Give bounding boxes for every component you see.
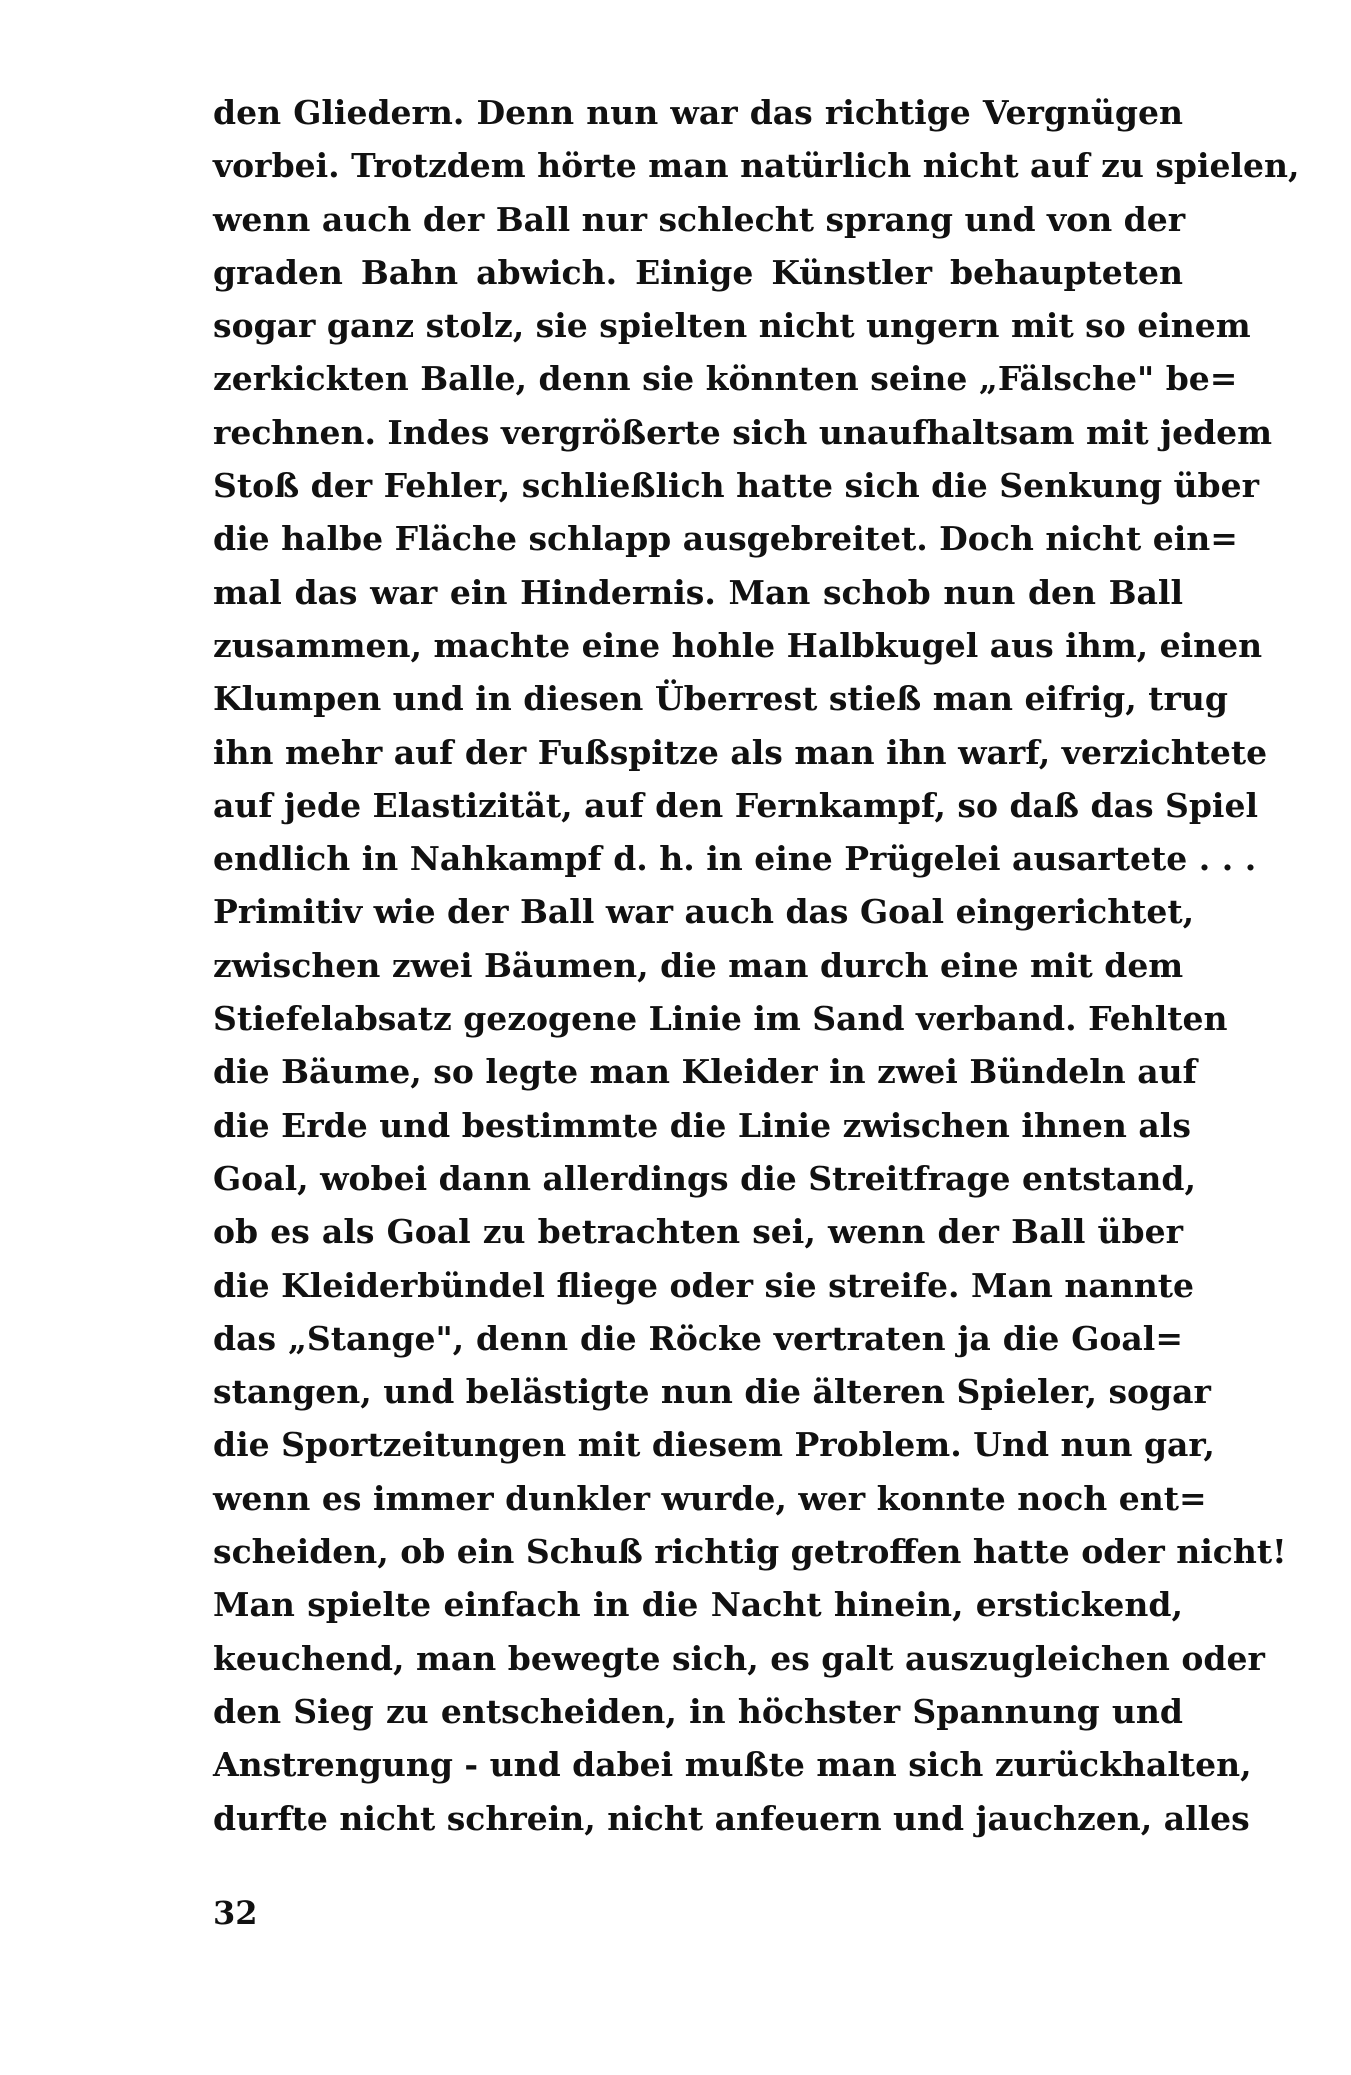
text-line: Goal, wobei dann allerdings die Streitfrage entstand, <box>213 1158 1196 1198</box>
text-line: die halbe Fläche schlapp ausgebreitet. Doch nicht ein= <box>213 519 1238 559</box>
text-line: Anstrengung - und dabei mußte man sich zurückhalten, <box>213 1745 1252 1785</box>
text-line: auf jede Elastizität, auf den Fernkampf, so daß das Spiel <box>213 785 1258 825</box>
text-line: wenn auch der Ball nur schlecht sprang und von der <box>213 199 1186 239</box>
text-line: keuchend, man bewegte sich, es galt auszugleichen oder <box>213 1638 1265 1678</box>
text-line: rechnen. Indes vergrößerte sich unaufhaltsam mit jedem <box>213 412 1273 452</box>
text-line: vorbei. Trotzdem hörte man natürlich nicht auf zu spielen, <box>213 146 1300 186</box>
text-line: den Gliedern. Denn nun war das richtige Vergnügen <box>213 93 1183 132</box>
text-line: graden Bahn abwich. Einige Künstler behaupteten <box>213 252 1183 292</box>
text-line: endlich in Nahkampf d. h. in eine Prügelei ausartete . . . <box>213 839 1257 879</box>
text-line: stangen, und belästigte nun die älteren Spieler, sogar <box>213 1372 1211 1412</box>
text-line: die Erde und bestimmte die Linie zwischen ihnen als <box>213 1105 1191 1145</box>
text-line: Primitiv wie der Ball war auch das Goal eingerichtet, <box>213 892 1195 932</box>
text-line: zwischen zwei Bäumen, die man durch eine mit dem <box>213 945 1184 985</box>
text-line: Stoß der Fehler, schließlich hatte sich die Senkung über <box>213 466 1259 506</box>
body-text <box>213 86 1300 1845</box>
text-line: ihn mehr auf der Fußspitze als man ihn warf, verzichtete <box>213 732 1268 772</box>
text-line: Stiefelabsatz gezogene Linie im Sand verband. Fehlten <box>213 999 1228 1039</box>
text-line: ob es als Goal zu betrachten sei, wenn der Ball über <box>213 1212 1183 1252</box>
text-line: die Sportzeitungen mit diesem Problem. Und nun gar, <box>213 1425 1215 1465</box>
text-line: scheiden, ob ein Schuß richtig getroffen hatte oder nicht! <box>213 1532 1287 1572</box>
text-line: zusammen, machte eine hohle Halbkugel aus ihm, einen <box>213 625 1263 665</box>
text-line: mal das war ein Hindernis. Man schob nun den Ball <box>213 572 1183 612</box>
text-line: das „Stange", denn die Röcke vertraten ja die Goal= <box>213 1318 1183 1358</box>
text-line: die Kleiderbündel fliege oder sie streife. Man nannte <box>213 1265 1194 1305</box>
text-line: zerkickten Balle, denn sie könnten seine „Fälsche" be= <box>213 359 1238 399</box>
text-line: wenn es immer dunkler wurde, wer konnte noch ent= <box>213 1478 1207 1518</box>
text-line: durfte nicht schrein, nicht anfeuern und jauchzen, alles <box>213 1798 1250 1838</box>
text-line: den Sieg zu entscheiden, in höchster Spannung und <box>213 1691 1183 1731</box>
text-line: sogar ganz stolz, sie spielten nicht ungern mit so einem <box>213 306 1251 346</box>
page-number: 32 <box>213 1894 258 1932</box>
text-line: die Bäume, so legte man Kleider in zwei Bündeln auf <box>213 1052 1197 1092</box>
text-line: Klumpen und in diesen Überrest stieß man eifrig, trug <box>213 679 1228 719</box>
text-line: Man spielte einfach in die Nacht hinein, erstickend, <box>213 1585 1183 1625</box>
